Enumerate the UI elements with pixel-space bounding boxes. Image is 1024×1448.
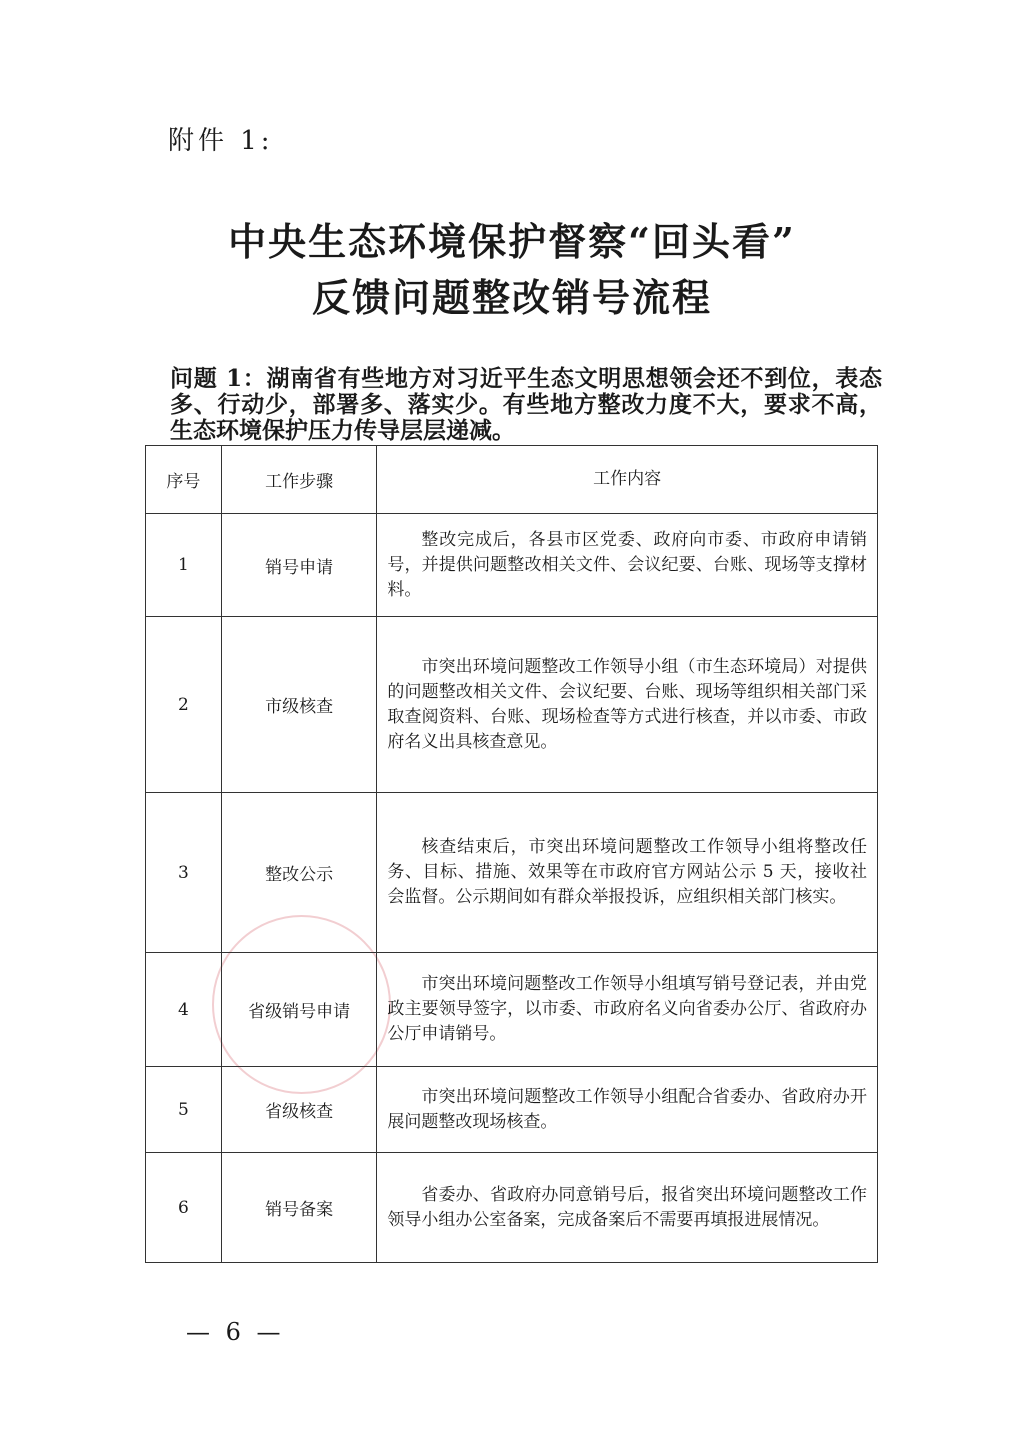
- document-title: [0, 214, 1024, 326]
- row-content: [377, 514, 878, 617]
- row-num: 5: [146, 1067, 222, 1153]
- table-row: [146, 953, 878, 1067]
- row-content-text: 整改完成后，各县市区党委、政府向市委、市政府申请销号，并提供问题整改相关文件、会议纪要、台账、现场等支撑材料。: [387, 529, 867, 600]
- title-line-2: 反馈问题整改销号流程: [311, 275, 712, 320]
- page-number: — 6 —: [186, 1318, 285, 1346]
- row-content: [377, 617, 878, 793]
- row-step: 销号申请: [221, 514, 377, 617]
- process-table: [145, 445, 878, 1263]
- table-row: [146, 793, 878, 953]
- table-row: [146, 617, 878, 793]
- table-row: [146, 1067, 878, 1153]
- row-step: 市级核查: [221, 617, 377, 793]
- table-row: [146, 1153, 878, 1263]
- row-num: 6: [146, 1153, 222, 1263]
- attachment-label: 附件 1:: [168, 126, 274, 156]
- table-header-row: [146, 446, 878, 514]
- table-row: [146, 514, 878, 617]
- header-content: 工作内容: [377, 446, 878, 514]
- row-content-text: 省委办、省政府办同意销号后，报省突出环境问题整改工作领导小组办公室备案，完成备案后不需要再填报进展情况。: [387, 1184, 867, 1230]
- row-step: 整改公示: [221, 793, 377, 953]
- title-line-1: 中央生态环境保护督察“回头看”: [228, 219, 796, 264]
- row-num: 2: [146, 617, 222, 793]
- row-num: 1: [146, 514, 222, 617]
- row-content: [377, 793, 878, 953]
- row-num: 4: [146, 953, 222, 1067]
- row-content-text: 市突出环境问题整改工作领导小组（市生态环境局）对提供的问题整改相关文件、会议纪要、台账、现场等组织相关部门采取查阅资料、台账、现场检查等方式进行核查，并以市委、市政府名义出具核查意见。: [387, 656, 867, 752]
- row-num: 3: [146, 793, 222, 953]
- row-content-text: 核查结束后，市突出环境问题整改工作领导小组将整改任务、目标、措施、效果等在市政府官方网站公示 5 天，接收社会监督。公示期间如有群众举报投诉，应组织相关部门核实。: [387, 837, 867, 907]
- row-step: 省级销号申请: [221, 953, 377, 1067]
- row-content-text: 市突出环境问题整改工作领导小组填写销号登记表，并由党政主要领导签字，以市委、市政府名义向省委办公厅、省政府办公厅申请销号。: [387, 974, 867, 1044]
- row-content: [377, 953, 878, 1067]
- row-content: [377, 1067, 878, 1153]
- question-text: 问题 1：湖南省有些地方对习近平生态文明思想领会还不到位，表态多、行动少，部署多、落实少。有些地方整改力度不大，要求不高，生态环境保护压力传导层层递减。: [170, 365, 882, 444]
- header-step: 工作步骤: [221, 446, 377, 514]
- row-step: 销号备案: [221, 1153, 377, 1263]
- row-content-text: 市突出环境问题整改工作领导小组配合省委办、省政府办开展问题整改现场核查。: [387, 1086, 867, 1132]
- row-content: [377, 1153, 878, 1263]
- row-step: 省级核查: [221, 1067, 377, 1153]
- header-num: 序号: [146, 446, 222, 514]
